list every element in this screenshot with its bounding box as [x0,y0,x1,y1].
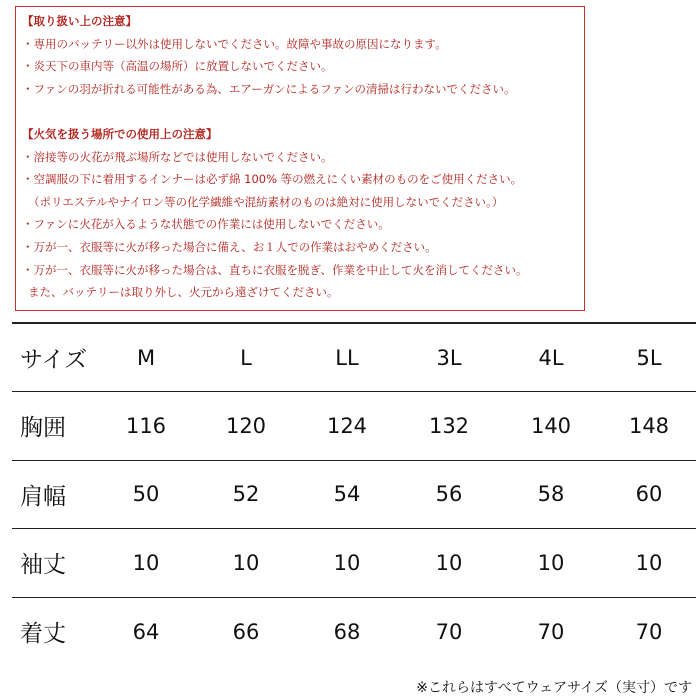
table-row [12,597,696,666]
measurement-label: 胸囲 [12,392,96,461]
measurement-label: 着丈 [12,597,96,666]
fire-notice-line: ・万が一、衣服等に火が移った場合に備え、お１人での作業はおやめください。 [22,239,437,254]
measurement-label: 袖丈 [12,529,96,598]
measurement-label: 肩幅 [12,460,96,529]
table-cell: 56 [398,460,500,529]
size-column-header: 3L [398,323,500,392]
fire-notice-line: ・空調服の下に着用するインナーは必ず綿 100% 等の燃えにくい素材のものをご使用ください。 [22,172,523,187]
table-cell: 10 [196,529,296,598]
notice-spacer [22,100,578,123]
size-header-row [12,323,696,392]
table-cell: 10 [96,529,196,598]
table-cell: 52 [196,460,296,529]
table-row [12,460,696,529]
table-cell: 140 [500,392,602,461]
size-column-header: LL [296,323,398,392]
size-column-header: M [96,323,196,392]
fire-notice-line: ・溶接等の火花が飛ぶ場所などでは使用しないでください。 [22,149,333,164]
fire-notice-line: ・ファンに火花が入るような状態での作業には使用しないでください。 [22,217,390,232]
table-cell: 10 [398,529,500,598]
table-cell: 124 [296,392,398,461]
table-cell: 68 [296,597,398,666]
table-cell: 116 [96,392,196,461]
table-cell: 120 [196,392,296,461]
table-cell: 10 [500,529,602,598]
table-cell: 54 [296,460,398,529]
table-cell: 64 [96,597,196,666]
safety-notice-box [15,6,585,311]
handling-notice-line: ・専用のバッテリー以外は使用しないでください。故障や事故の原因になります。 [22,36,447,51]
table-cell: 70 [602,597,696,666]
size-column-header: 5L [602,323,696,392]
table-cell: 50 [96,460,196,529]
fire-notice-line: ・万が一、衣服等に火が移った場合は、直ちに衣服を脱ぎ、作業を中止して火を消してください。 [22,262,528,277]
table-cell: 10 [296,529,398,598]
table-cell: 70 [398,597,500,666]
handling-notice-title: 【取り扱い上の注意】 [22,14,137,28]
fire-notice-title: 【火気を扱う場所での使用上の注意】 [22,126,218,141]
fire-notice-line: （ポリエステルやナイロン等の化学繊維や混紡素材のものは絶対に使用しないでください。） [28,194,504,209]
handling-notice-line: ・炎天下の車内等（高温の場所）に放置しないでください。 [22,59,333,74]
handling-notice-line: ・ファンの羽が折れる可能性がある為、エアーガンによるファンの清掃は行わないでください。 [22,81,516,96]
size-header-label: サイズ [12,323,96,392]
table-row [12,392,696,461]
fire-notice-line: また、バッテリーは取り外し、火元から遠ざけてください。 [28,285,339,300]
table-cell: 70 [500,597,602,666]
table-cell: 58 [500,460,602,529]
table-cell: 148 [602,392,696,461]
table-cell: 66 [196,597,296,666]
table-row [12,529,696,598]
size-column-header: L [196,323,296,392]
size-footnote: ※これらはすべてウェアサイズ（実寸）です [416,680,692,696]
size-column-header: 4L [500,323,602,392]
size-chart-table [12,322,696,666]
table-cell: 60 [602,460,696,529]
table-cell: 132 [398,392,500,461]
table-cell: 10 [602,529,696,598]
